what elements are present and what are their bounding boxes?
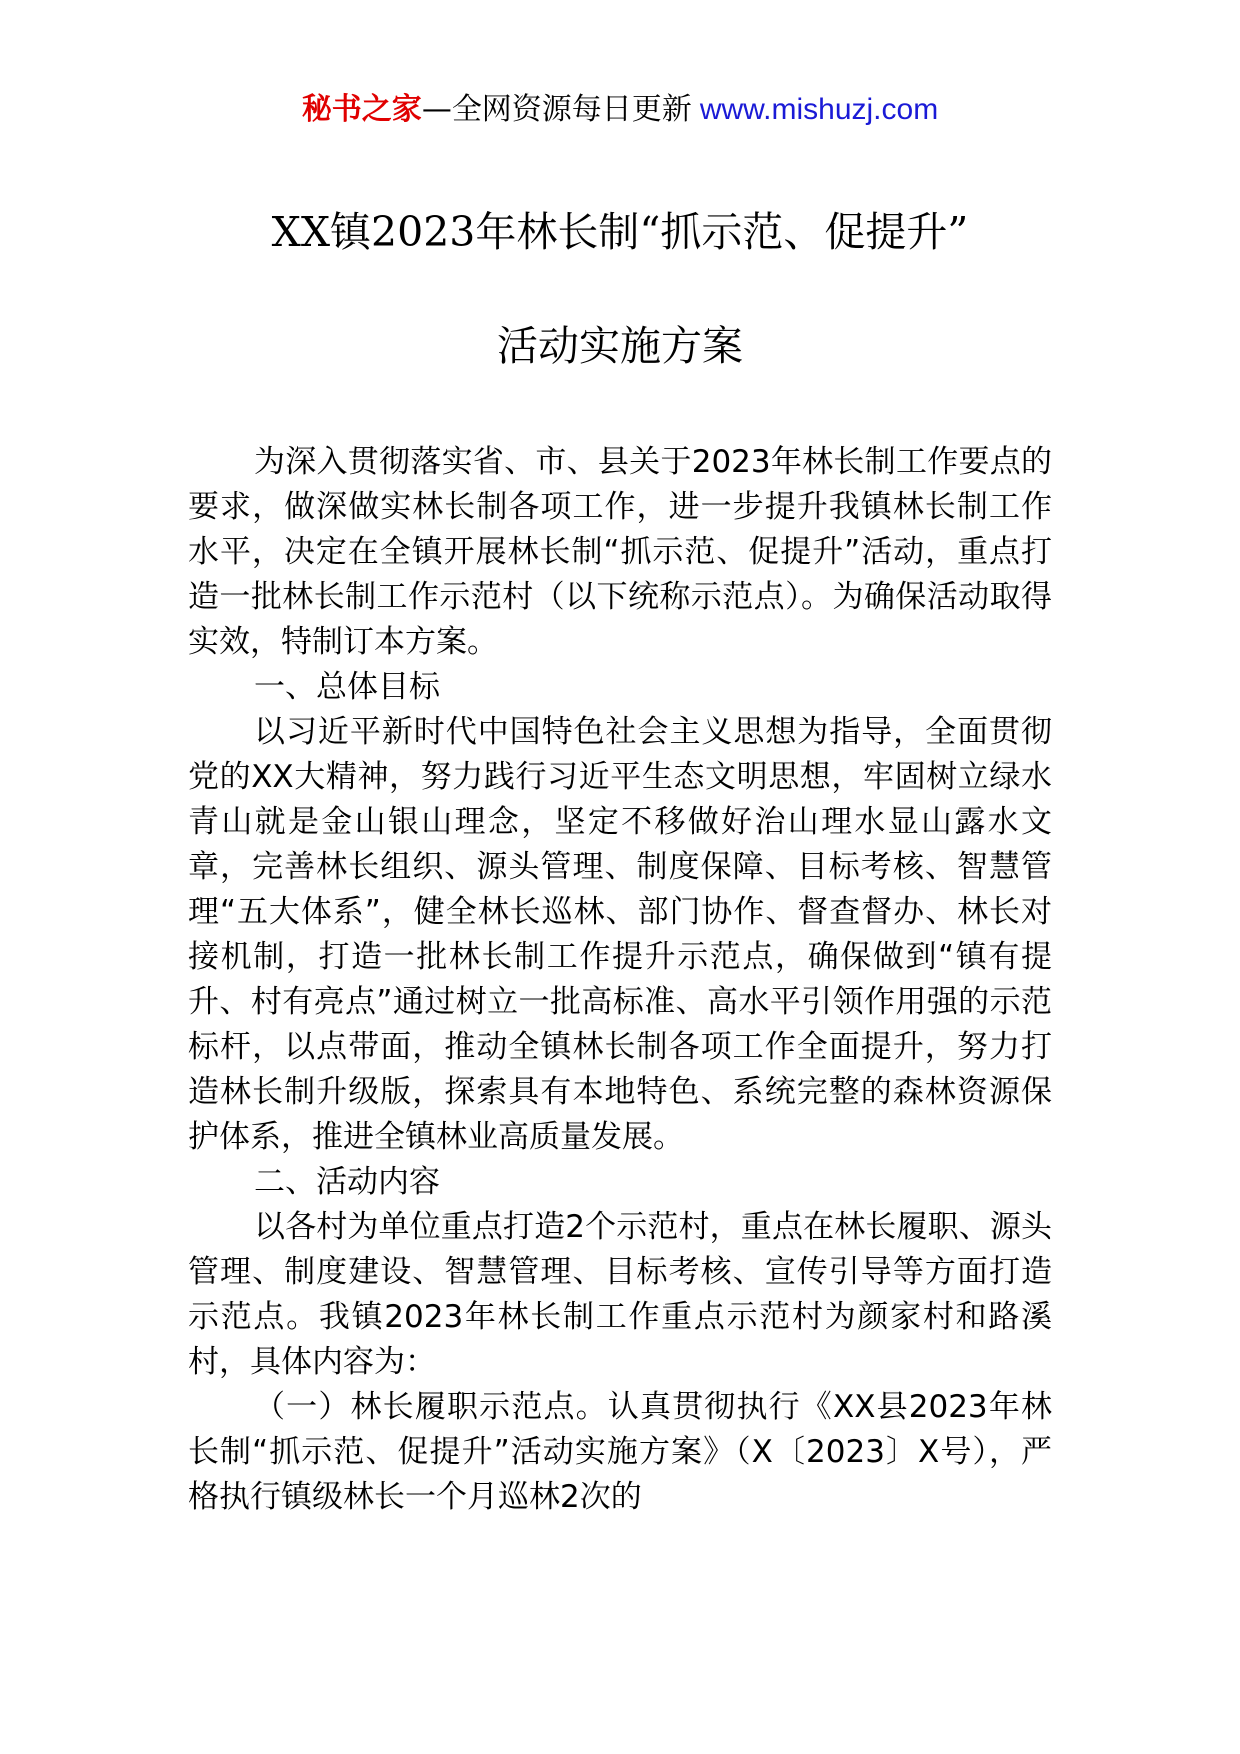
- header-tagline: —全网资源每日更新: [421, 92, 692, 127]
- section-heading-activity-content: 二、活动内容: [254, 1164, 440, 1200]
- site-url-link[interactable]: www.mishuzj.com: [699, 93, 939, 126]
- overall-goal-paragraph: 以习近平新时代中国特色社会主义思想为指导，全面贯彻党的XX大精神，努力践行习近平生态文明思想，牢固树立绿水青山就是金山银山理念，坚定不移做好治山理水显山露水文章，完善林长组织、源头管理、制度保障、目标考核、智慧管理“五大体系”，健全林长巡林、部门协作、督查督办、林长对接机制，打造一批林长制工作提升示范点，确保做到“镇有提升、村有亮点”通过树立一批高标准、高水平引领作用强的示范标杆，以点带面，推动全镇林长制各项工作全面提升，努力打造林长制升级版，探索具有本地特色、系统完整的森林资源保护体系，推进全镇林业高质量发展。: [188, 714, 1052, 1155]
- activity-content-paragraph: 以各村为单位重点打造2个示范村，重点在林长履职、源头管理、制度建设、智慧管理、目标考核、宣传引导等方面打造示范点。我镇2023年林长制工作重点示范村为颜家村和路溪村，具体内容为：: [188, 1209, 1052, 1380]
- brand-name: 秘书之家: [301, 92, 422, 127]
- section-heading-overall-goal: 一、总体目标: [254, 669, 440, 705]
- site-header: [0, 90, 1240, 130]
- document-title-line-2: 活动实施方案: [497, 322, 743, 370]
- document-title-line-1: XX镇2023年林长制“抓示范、促提升”: [271, 208, 969, 256]
- intro-paragraph: 为深入贯彻落实省、市、县关于2023年林长制工作要点的要求，做深做实林长制各项工作，进一步提升我镇林长制工作水平，决定在全镇开展林长制“抓示范、促提升”活动，重点打造一批林长制工作示范村（以下统称示范点）。为确保活动取得实效，特制订本方案。: [188, 444, 1052, 660]
- forest-chief-duty-paragraph: （一）林长履职示范点。认真贯彻执行《XX县2023年林长制“抓示范、促提升”活动实施方案》（X〔2023〕X号），严格执行镇级林长一个月巡林2次的: [188, 1389, 1052, 1515]
- document-body: [188, 440, 1052, 1520]
